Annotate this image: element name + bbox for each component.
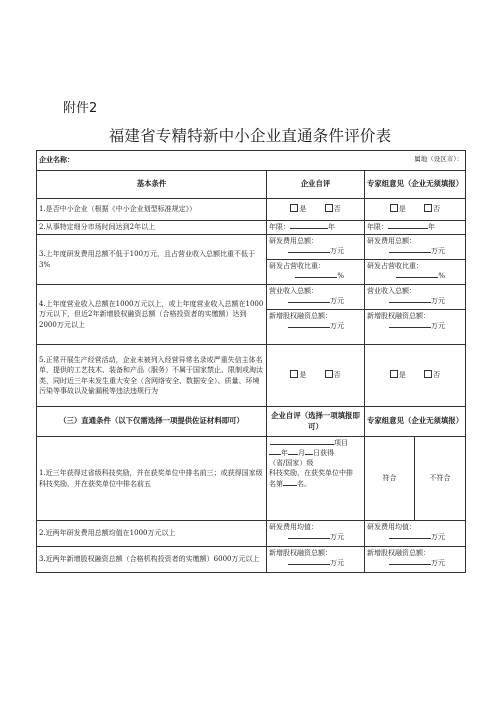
basic-header-row [37, 171, 466, 199]
checkbox-no[interactable] [424, 204, 432, 212]
checkbox-yes[interactable] [290, 204, 298, 212]
condition-text: 3.上年度研发费用总额不低于100万元，且占营业收入总额比重不低于3% [37, 235, 267, 285]
checkbox-no[interactable] [424, 370, 432, 378]
checkbox-yes[interactable] [390, 204, 398, 212]
condition-text: 5.正常开展生产经营活动，企业未被列入经营异常名录或严重失信主体名单，提供的工艺技术、装备和产品（服务）不属于国家禁止、限制或淘汰类，同时近三年未发生重大安全（含网络安全、数据安全）、质量、环境污染等事故以及偷漏税等违法违规行为 [37, 345, 267, 407]
col-expert-opinion-3: 专家组意见（企业无须填报） [365, 407, 466, 437]
page-title: 福建省专精特新中小企业直通条件评价表 [108, 127, 392, 145]
condition-text: 2.近两年研发费用总额均值在1000万元以上 [37, 521, 267, 547]
expert-rd-field[interactable]: 研发费用总额： 万元 研发占营收比重： % [365, 235, 466, 285]
company-name-label: 企业名称： [39, 156, 74, 165]
section3-heading: （三）直通条件（以下仅需选择一项提供佐证材料即可） [37, 407, 267, 437]
condition-text: 2.从事特定细分市场时间达到2年以上 [37, 221, 267, 235]
city-label: 属地（设区市）： [414, 155, 463, 164]
condition-text: 3.近两年新增股权融资总额（合格机构投资者的实缴额）6000万元以上 [37, 547, 267, 573]
self-choice: 是 否 [267, 199, 365, 221]
checkbox-yes[interactable] [290, 370, 298, 378]
col-basic-conditions: 基本条件 [37, 171, 267, 199]
col-expert-opinion: 专家组意见（企业无须填报） [365, 171, 466, 199]
table-row [37, 521, 466, 547]
table-row [37, 221, 466, 235]
table-row [37, 199, 466, 221]
table-row [37, 547, 466, 573]
col-self-evaluation-3: 企业自评（选择一项填报即可） [267, 407, 365, 437]
self-rd-average-field[interactable]: 研发费用均值： 万元 [267, 521, 365, 547]
condition-text: 1.近三年获得过省级科技奖励，并在获奖单位中排名前三；或获得国家级科技奖励，并在获奖单位中排名前五 [37, 437, 267, 521]
self-years-field[interactable]: 年限： 年 [267, 221, 365, 235]
expert-years-field[interactable]: 年限： 年 [365, 221, 466, 235]
annex-label: 附件2 [63, 101, 98, 116]
table-row [37, 345, 466, 407]
table-row [37, 437, 466, 521]
self-award-field[interactable]: 项目 年 月 日获得 （省/国家）级 科技奖励，在获奖单位中排 名第 名。 [267, 437, 365, 521]
self-equity-field[interactable]: 新增股权融资总额： 万元 [267, 547, 365, 573]
company-row [37, 151, 466, 171]
table-row [37, 285, 466, 345]
expert-equity-field[interactable]: 新增股权融资总额： 万元 [365, 547, 466, 573]
self-choice: 是 否 [267, 345, 365, 407]
section3-header-row [37, 407, 466, 437]
expert-choice: 是 否 [365, 345, 466, 407]
evaluation-table [36, 150, 466, 573]
self-revenue-field[interactable]: 营业收入总额： 万元 新增股权融资总额： 万元 [267, 285, 365, 345]
checkbox-no[interactable] [325, 204, 333, 212]
expert-revenue-field[interactable]: 营业收入总额： 万元 新增股权融资总额： 万元 [365, 285, 466, 345]
expert-rd-average-field[interactable]: 研发费用均值： 万元 [365, 521, 466, 547]
col-self-evaluation: 企业自评 [267, 171, 365, 199]
expert-pass-cell[interactable]: 符合 [365, 437, 415, 521]
expert-fail-cell[interactable]: 不符合 [415, 437, 466, 521]
checkbox-yes[interactable] [390, 370, 398, 378]
checkbox-no[interactable] [325, 370, 333, 378]
table-row [37, 235, 466, 285]
expert-choice: 是 否 [365, 199, 466, 221]
condition-text: 4.上年度营业收入总额在1000万元以上，或上年度营业收入总额在1000万元以下，但近2年新增股权融资总额（合格投资者的实缴额）达到2000万元以上 [37, 285, 267, 345]
self-rd-field[interactable]: 研发费用总额： 万元 研发占营收比重： % [267, 235, 365, 285]
condition-text: 1.是否中小企业（根据《中小企业划型标准规定》） [37, 199, 267, 221]
